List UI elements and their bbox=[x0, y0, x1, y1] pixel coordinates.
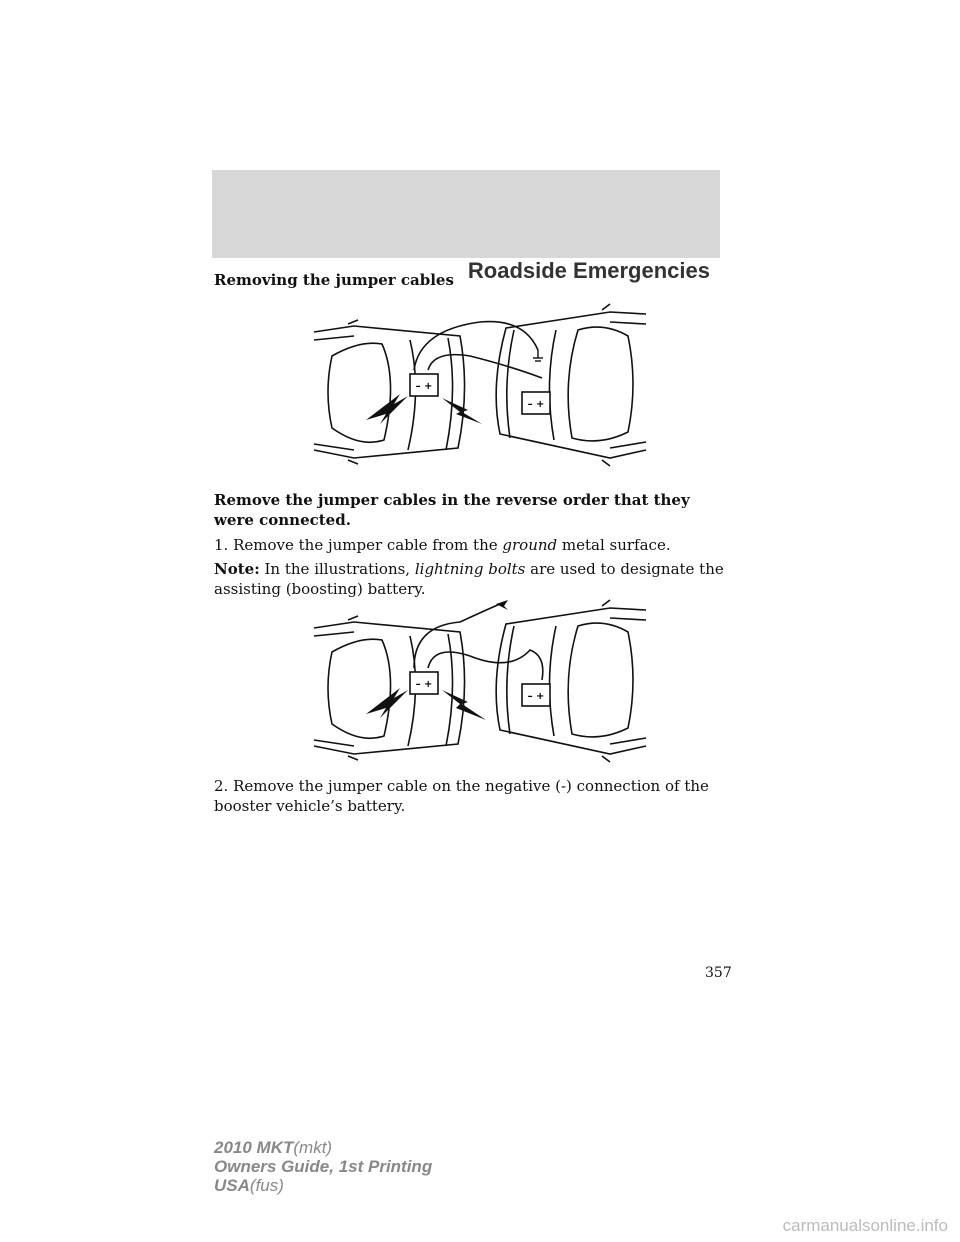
lightning-bolt-icon bbox=[366, 394, 408, 424]
intro-paragraph: Remove the jumper cables in the reverse order that they were connected. bbox=[214, 491, 690, 529]
right-car-hood bbox=[568, 623, 633, 737]
page-number: 357 bbox=[705, 965, 732, 981]
left-car-hood bbox=[328, 343, 391, 442]
header-band bbox=[212, 170, 720, 258]
step-2: 2. Remove the jumper cable on the negative (-) connection of the booster vehicle’s battery. bbox=[214, 777, 709, 815]
right-car-hood bbox=[568, 327, 633, 441]
jumper-cable bbox=[414, 604, 500, 668]
section-title: Roadside Emergencies bbox=[467, 258, 710, 283]
jumper-diagram-2 bbox=[310, 596, 650, 766]
battery-icon bbox=[410, 374, 438, 396]
battery-icon bbox=[522, 392, 550, 414]
step-1: 1. Remove the jumper cable from the ground metal surface. bbox=[214, 536, 671, 554]
footer-imprint: 2010 MKT(mkt) Owners Guide, 1st Printing USA(fus) bbox=[214, 1138, 433, 1195]
page-heading: Removing the jumper cables bbox=[214, 271, 454, 289]
lightning-bolt-icon bbox=[366, 688, 408, 718]
battery-icon bbox=[410, 672, 438, 694]
battery-icon bbox=[522, 684, 550, 706]
left-car-body bbox=[314, 622, 465, 754]
svg-text:– +: – + bbox=[415, 381, 433, 392]
svg-text:– +: – + bbox=[527, 691, 545, 702]
svg-text:– +: – + bbox=[527, 399, 545, 410]
note-paragraph: Note: In the illustrations, lightning bolts are used to designate the assisting (boosting) battery. bbox=[214, 560, 724, 598]
left-car-body bbox=[314, 326, 465, 458]
jumper-diagram-1 bbox=[310, 300, 650, 470]
jumper-cable bbox=[428, 355, 542, 378]
svg-text:– +: – + bbox=[415, 679, 433, 690]
jumper-cable bbox=[428, 650, 543, 680]
left-car-hood bbox=[328, 639, 391, 738]
watermark-link[interactable]: carmanualsonline.info bbox=[782, 1216, 948, 1235]
